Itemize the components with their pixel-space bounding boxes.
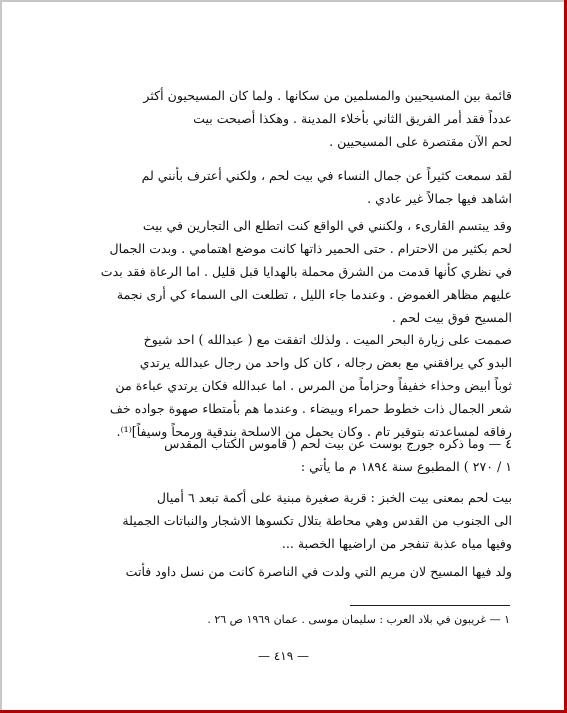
text-line: عليهم مظاهر الغموض . وعندما جاء الليل ، تطلعت الى السماء كي أرى نجمة <box>116 287 512 302</box>
text-line: لحم الآن مقتصرة على المسيحيين . <box>329 134 512 149</box>
text-line: الى الجنوب من القدس وهي محاطة بتلال تكسوها الاشجار والنباتات الجميلة <box>122 513 512 528</box>
text-line: ١ / ٢٧٠ ) المطبوع سنة ١٨٩٤ م ما يأتي : <box>300 459 512 474</box>
text-line: ٤ — وما ذكره جورج بوست عن بيت لحم ( قاموس الكتاب المقدس <box>164 436 512 451</box>
text-line: عدداً فقد أمر الفريق الثاني بأخلاء المدينة . وهكذا أصبحت بيت <box>193 111 512 126</box>
text-line: في نظري كأنها قدمت من الشرق محملة بالهدايا قبل قليل . اما الرعاة فقد بدت <box>100 264 512 279</box>
page-number: — ٤١٩ — <box>258 649 309 663</box>
paragraph-birth-of-christ <box>62 560 512 583</box>
paragraph-house-of-bread <box>62 486 512 555</box>
text-line: البدو كي يرافقني مع بعض رجاله ، كان كل واحد من رجال عبدالله يرتدي <box>139 355 512 370</box>
paragraph-beauty-of-women <box>62 164 512 210</box>
footnote: ١ — غريبون في بلاد العرب : سليمان موسى . عمان ١٩٦٩ ص ٢٦ . <box>207 613 510 626</box>
text-line: رفاقه لمساعدته بتوقير تام . وكان يحمل من الاسلحة بندقية ورمحاً وسيفاً]⁽¹⁾. <box>116 424 512 439</box>
text-line: اشاهد فيها جمالاً غير عادي . <box>367 191 512 206</box>
text-line: شعر الجمال ذات خطوط حمراء وبيضاء . وعندما هم بأمتطاء صهوة جواده خف <box>109 401 512 416</box>
text-line: ثوباً ابيض وحذاء خفيفاً وحزاماً من المرس . اما عبدالله فكان يرتدي عباءة من <box>115 378 512 393</box>
paragraph-george-post-reference <box>62 432 512 478</box>
paragraph-dead-sea-trip <box>62 328 512 443</box>
text-line: بيت لحم بمعنى بيت الخبز : قرية صغيرة مبنية على أكمة تبعد ٦ أميال <box>156 490 512 505</box>
text-line: وفيها مياه عذبة تنفجر من اراضيها الخصبة ... <box>281 536 512 551</box>
text-line: لقد سمعت كثيراً عن جمال النساء في بيت لحم ، ولكني أعترف بأنني لم <box>141 168 512 183</box>
footnote-divider <box>350 605 510 606</box>
text-line: لحم بكثير من الاحترام . حتى الحمير ذاتها كانت موضع اهتمامي . وبدت الجمال <box>109 241 512 256</box>
text-line: المسيح فوق بيت لحم . <box>391 310 512 325</box>
page-border-left <box>0 0 2 713</box>
page-border-top <box>0 0 567 2</box>
text-line: ولد فيها المسيح لان مريم التي ولدت في الناصرة كانت من نسل داود فأتت <box>125 564 512 579</box>
text-line: وقد يبتسم القارىء ، ولكنني في الواقع كنت اتطلع الى التجارين في بيت <box>142 218 512 233</box>
paragraph-reader-smiles <box>62 214 512 329</box>
text-line: صممت على زيارة البحر الميت . ولذلك اتفقت مع ( عبدالله ) احد شيوخ <box>143 332 512 347</box>
text-line: قائمة بين المسيحيين والمسلمين من سكانها . ولما كان المسيحيون أكثر <box>143 88 512 103</box>
paragraph-christians-muslims <box>62 84 512 153</box>
